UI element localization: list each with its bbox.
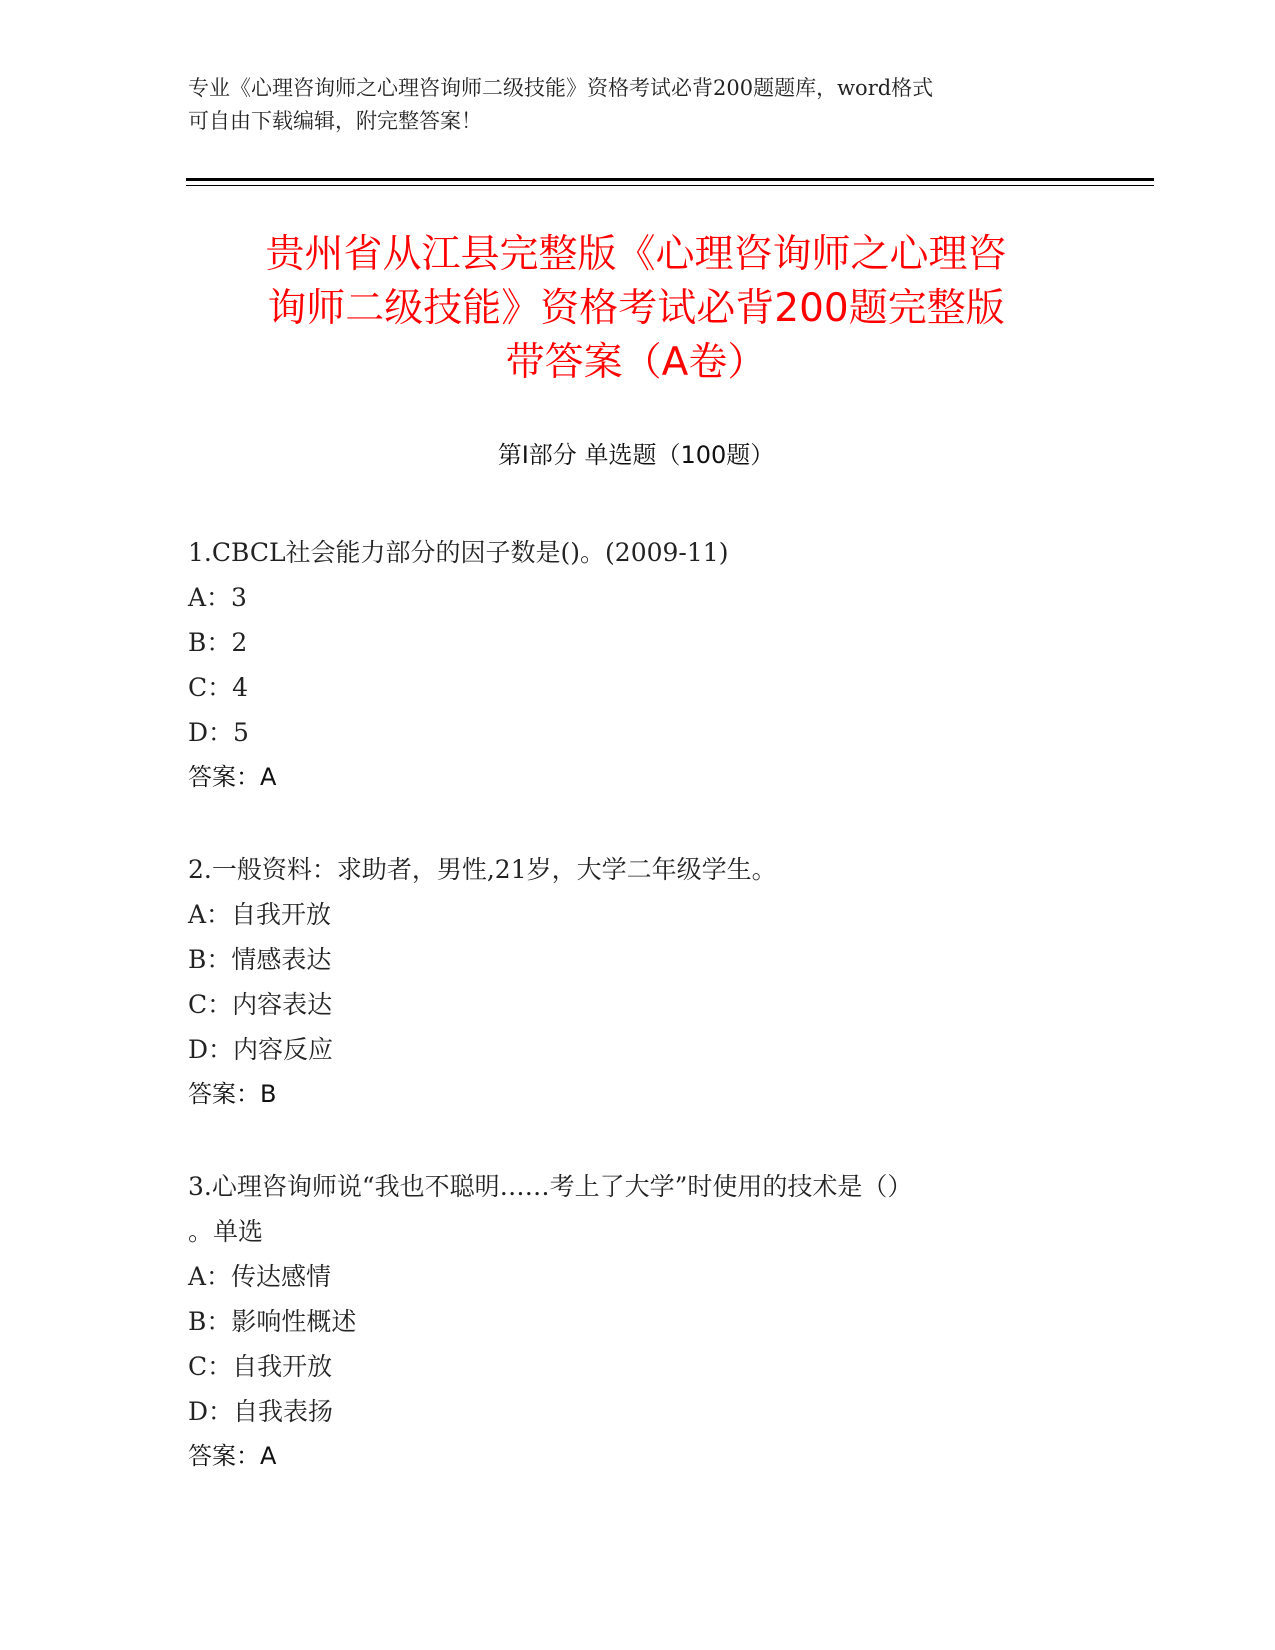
option-d: D：自我表扬 (188, 1397, 334, 1426)
title-line: 带答案（A卷） (505, 340, 767, 385)
question-3 (188, 1164, 1088, 1479)
option-d: D：5 (188, 718, 249, 747)
option-d: D：内容反应 (188, 1035, 334, 1064)
option-a: A：传达感情 (188, 1262, 332, 1291)
question-text-continued: 。单选 (188, 1217, 264, 1246)
answer: 答案：A (188, 1442, 277, 1470)
option-b: B：情感表达 (188, 945, 332, 974)
option-b: B：2 (188, 628, 248, 657)
header-rule-thin (186, 185, 1154, 186)
question-text: 1.CBCL社会能力部分的因子数是()。(2009-11) (188, 538, 729, 567)
answer: 答案：B (188, 1080, 277, 1108)
question-list (188, 530, 1088, 1526)
question-text: 3.心理咨询师说“我也不聪明……考上了大学”时使用的技术是（） (188, 1172, 913, 1201)
question-1 (188, 530, 1088, 800)
document-title (186, 228, 1086, 390)
header-note-line: 专业《心理咨询师之心理咨询师二级技能》资格考试必背200题题库，word格式 (188, 76, 934, 100)
answer: 答案：A (188, 763, 277, 791)
option-c: C：自我开放 (188, 1352, 333, 1381)
option-c: C：4 (188, 673, 249, 702)
option-c: C：内容表达 (188, 990, 333, 1019)
question-text: 2.一般资料：求助者，男性,21岁，大学二年级学生。 (188, 855, 777, 884)
header-note-line: 可自由下载编辑，附完整答案！ (188, 109, 482, 133)
option-a: A：自我开放 (188, 900, 332, 929)
title-line: 贵州省从江县完整版《心理咨询师之心理咨 (265, 232, 1007, 277)
header-rule-thick (186, 178, 1154, 181)
option-a: A：3 (188, 583, 247, 612)
question-2 (188, 847, 1088, 1117)
section-title: 第Ⅰ部分 单选题（100题） (497, 441, 775, 469)
title-line: 询师二级技能》资格考试必背200题完整版 (267, 286, 1005, 331)
option-b: B：影响性概述 (188, 1307, 357, 1336)
header-note (188, 72, 1068, 138)
